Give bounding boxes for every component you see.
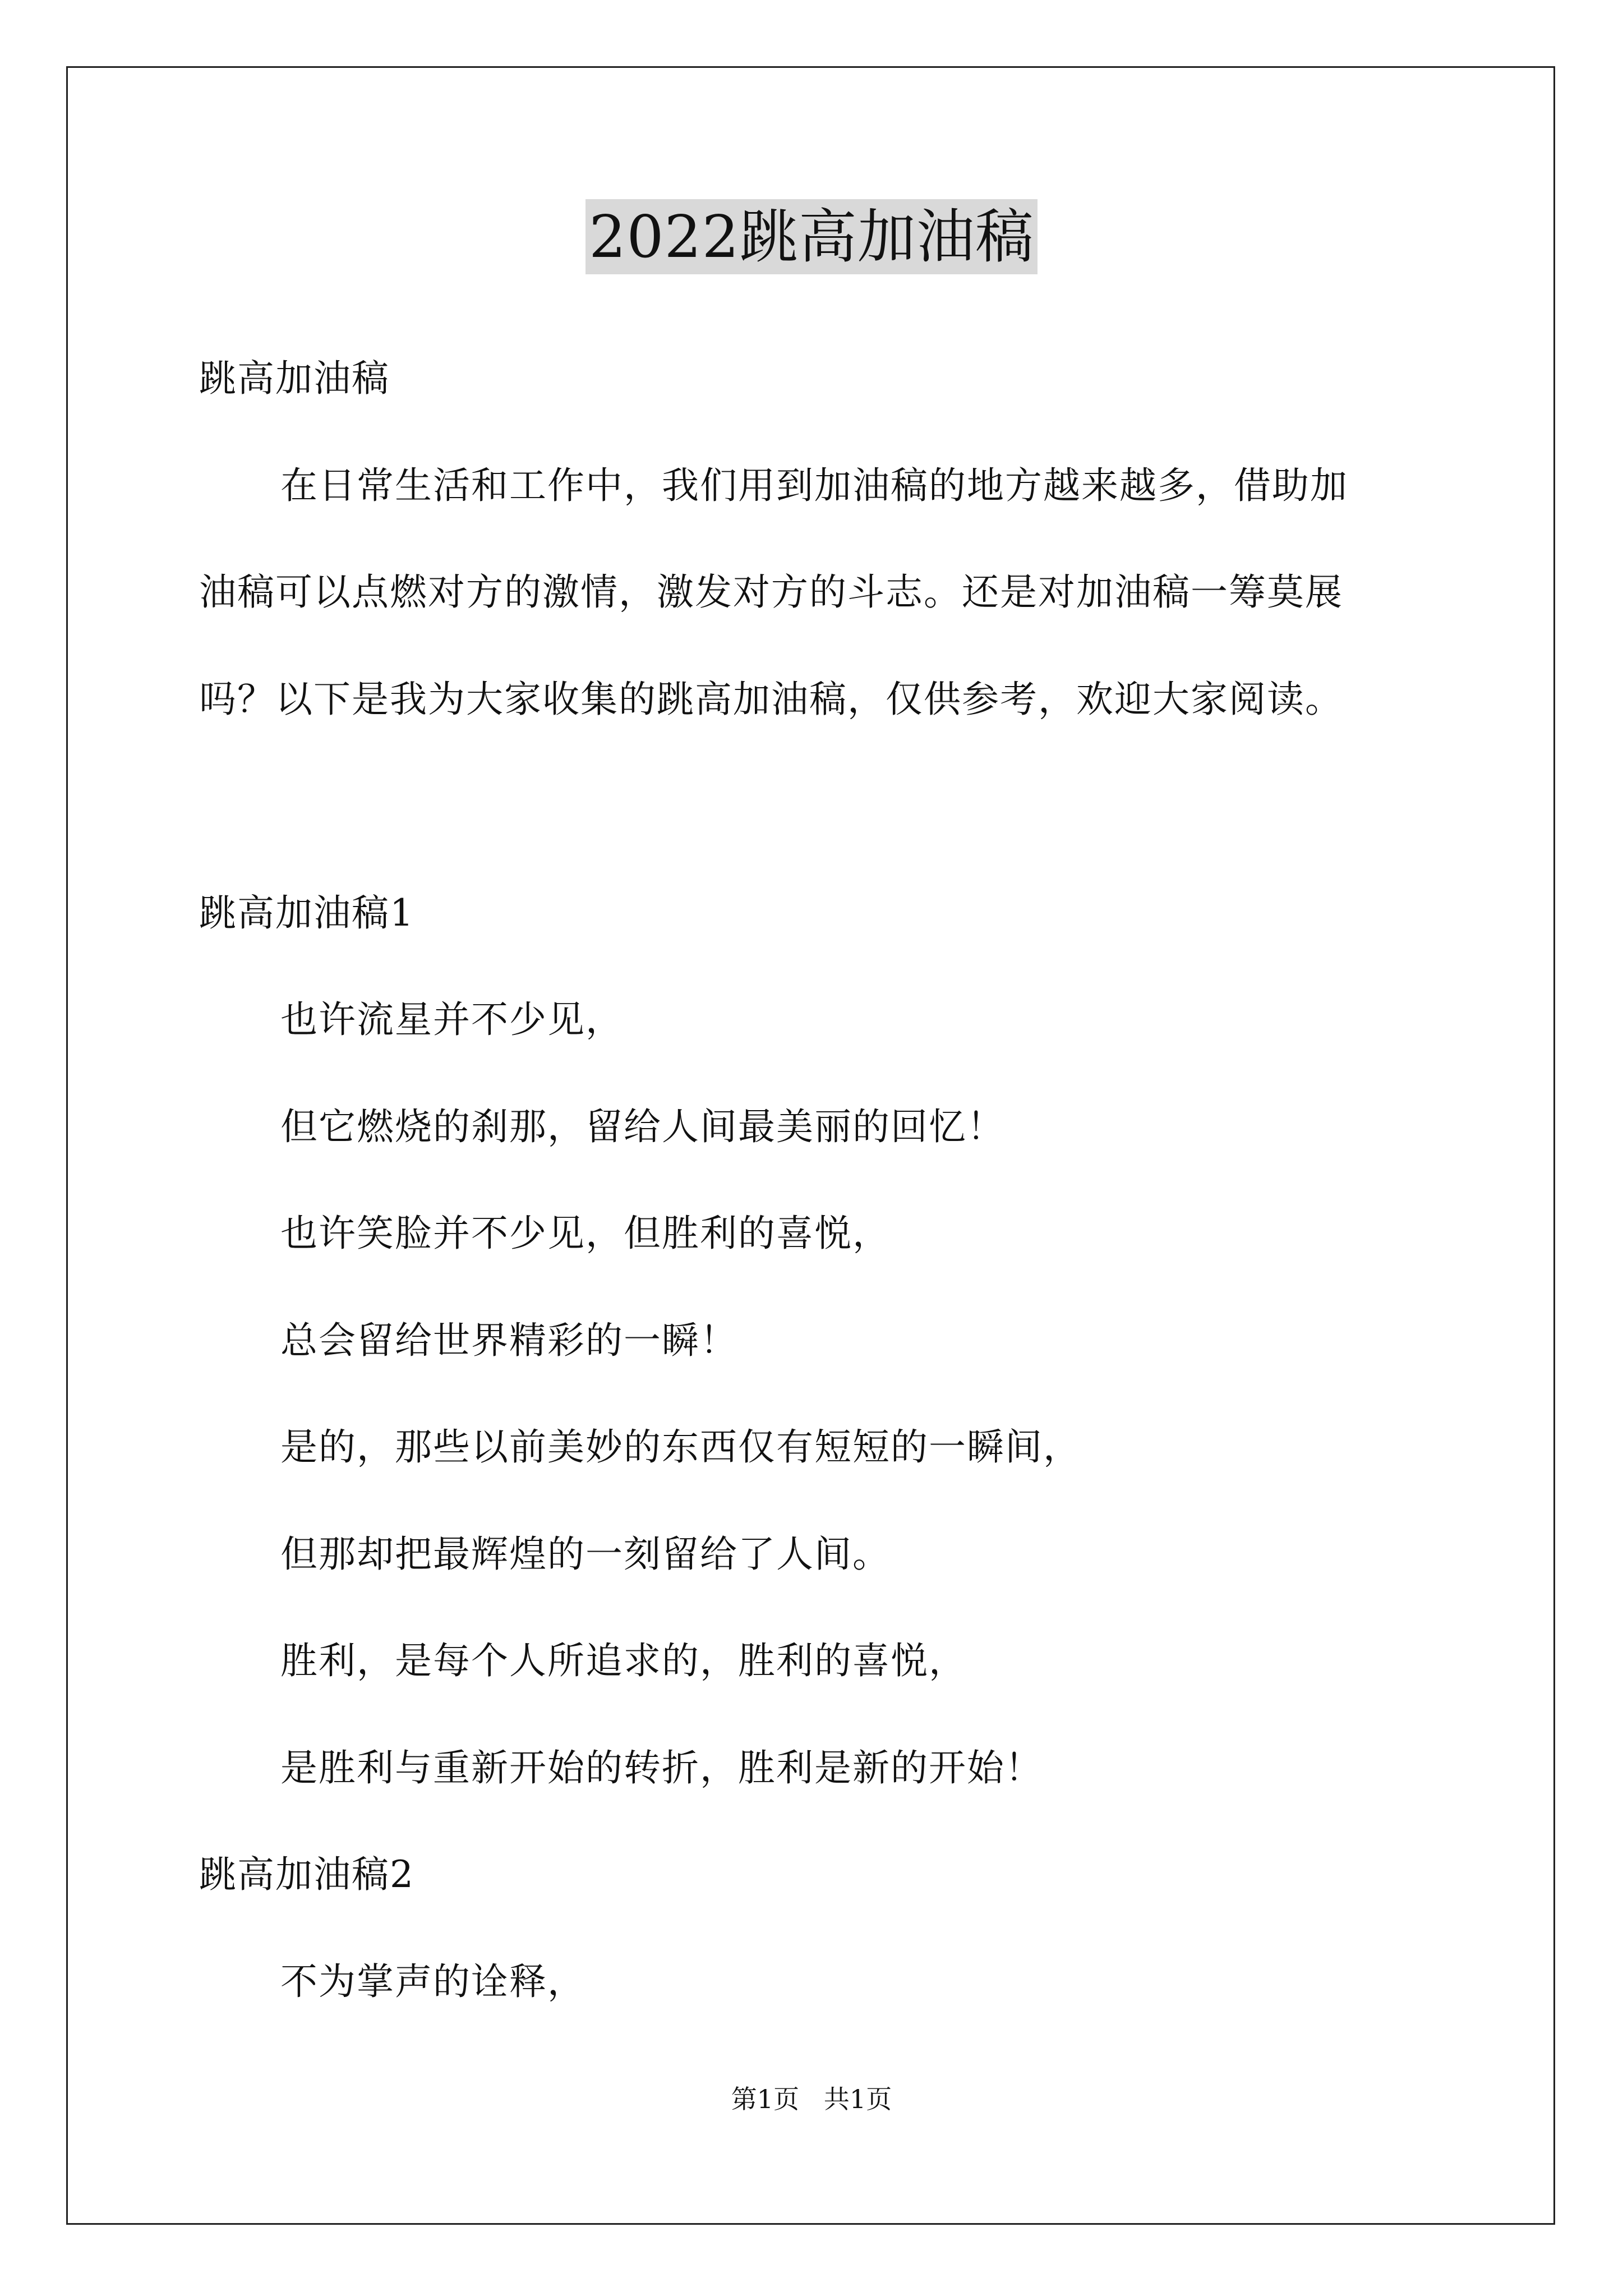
section-heading: 跳高加油稿1	[199, 891, 414, 935]
section-heading: 跳高加油稿2	[199, 1853, 414, 1896]
verse-line: 也许流星并不少见，	[280, 998, 624, 1041]
verse-line: 不为掌声的诠释，	[280, 1960, 585, 2003]
document-subtitle: 跳高加油稿	[199, 357, 390, 400]
verse-line: 是的，那些以前美妙的东西仅有短短的一瞬间，	[280, 1425, 1081, 1469]
page-footer: 第1页 共1页	[731, 2084, 892, 2114]
verse-line: 胜利，是每个人所追求的，胜利的喜悦，	[280, 1639, 967, 1682]
intro-line: 在日常生活和工作中，我们用到加油稿的地方越来越多，借助加	[280, 464, 1348, 507]
intro-line: 吗？以下是我为大家收集的跳高加油稿，仅供参考，欢迎大家阅读。	[199, 678, 1343, 721]
verse-line: 总会留给世界精彩的一瞬！	[280, 1319, 738, 1362]
title-container	[0, 199, 1623, 274]
verse-line: 是胜利与重新开始的转折，胜利是新的开始！	[280, 1746, 1043, 1789]
verse-line: 但那却把最辉煌的一刻留给了人间。	[280, 1533, 891, 1576]
intro-line: 油稿可以点燃对方的激情，激发对方的斗志。还是对加油稿一筹莫展	[199, 570, 1343, 614]
verse-line: 但它燃烧的刹那，留给人间最美丽的回忆！	[280, 1105, 1005, 1148]
document-title: 2022跳高加油稿	[585, 199, 1038, 274]
verse-line: 也许笑脸并不少见，但胜利的喜悦，	[280, 1212, 891, 1255]
